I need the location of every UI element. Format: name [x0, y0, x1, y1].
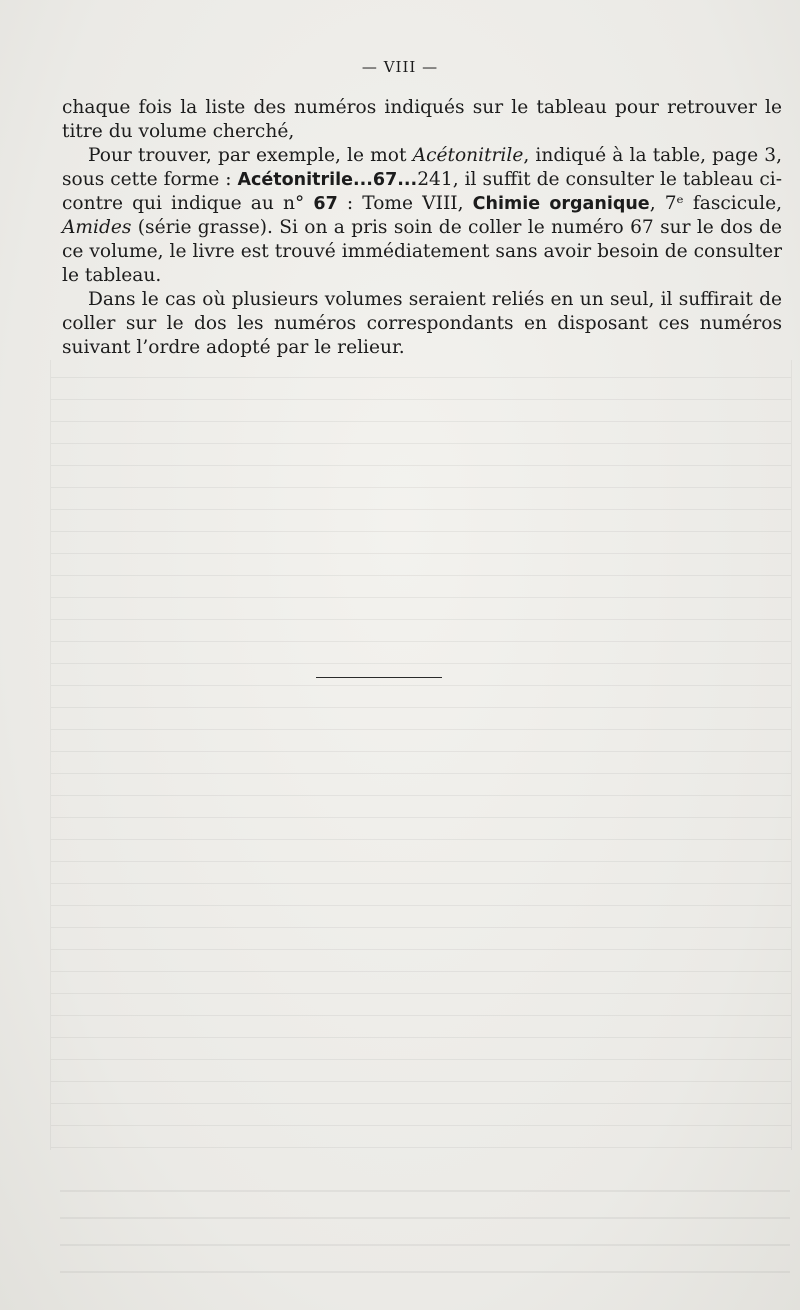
paragraph-2	[62, 144, 782, 288]
index-entry-example: Acétonitrile...67...	[237, 170, 418, 190]
paragraph-1: chaque fois la liste des numéros indiqués sur le tableau pour retrouver le titre du volume cherché,	[62, 97, 782, 142]
paragraph-2-text-d: : Tome VIII,	[337, 193, 473, 214]
volume-number: 67	[313, 194, 338, 214]
paragraph-2-text-e: , 7ᵉ fascicule,	[649, 193, 782, 214]
paragraph-2-text-a: Pour trouver, par exemple, le mot	[88, 145, 413, 166]
paragraph-2-text-c: 241, il suffit de consulter le tableau ci-contre qui indique au n°	[62, 169, 782, 214]
bleed-through-table	[50, 360, 792, 1150]
body-text	[62, 96, 782, 360]
page-number: — VIII —	[361, 58, 439, 76]
term-amides: Amides	[62, 217, 132, 238]
term-acetonitrile: Acétonitrile	[412, 145, 524, 166]
paragraph-2-text-f: (série grasse). Si on a pris soin de coller le numéro 67 sur le dos de ce volume, le livre est trouvé immédiatement sans avoir besoin de consulter le tableau.	[62, 217, 782, 286]
bleed-through-text	[60, 1170, 790, 1280]
volume-title: Chimie organique	[472, 194, 650, 214]
paragraph-2-text-b: , indiqué à la table, page 3, sous cette forme :	[62, 145, 782, 190]
paragraph-3: Dans le cas où plusieurs volumes seraient reliés en un seul, il suffirait de coller sur le dos les numéros correspondants en disposant ces numéros suivant l’ordre adopté par le relieur.	[62, 289, 782, 358]
section-divider	[316, 677, 442, 678]
